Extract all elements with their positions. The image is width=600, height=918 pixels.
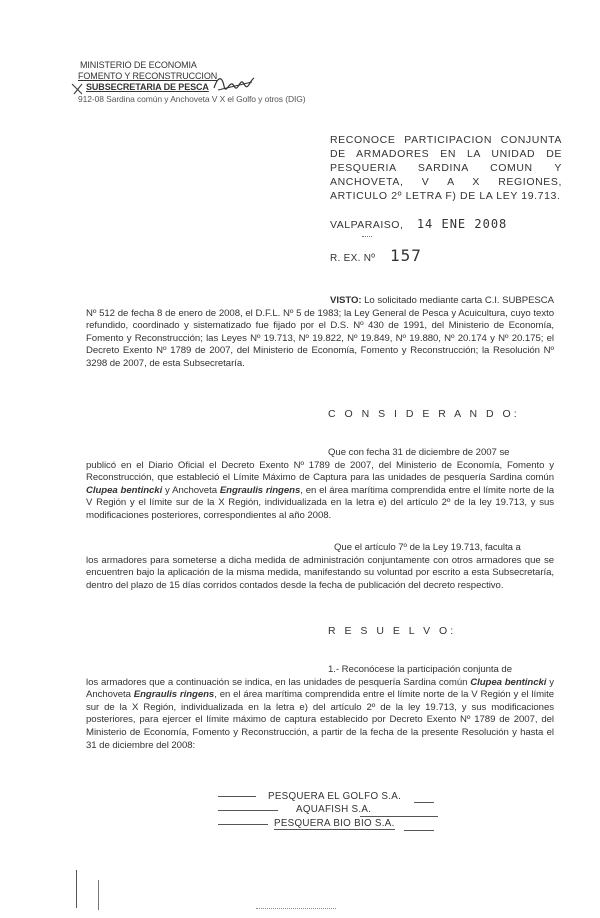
considerando-paragraph-2 [86,542,554,592]
resolution-number-row [330,246,422,265]
visto-text: Lo solicitado mediante carta C.I. SUBPESCA Nº 512 de fecha 8 de enero de 2008, el D.F.L. Nº 5 de 1983; la Ley General de Pesca y Acuicultura, cuyo texto refundido, coordinado y sistematizado fue fijado por el D.S. Nº 430 de 1991, del Ministerio de Economía, Fomento y Reconstrucción; las Leyes Nº 19.713, Nº 19.822, Nº 19.849, Nº 19.880, Nº 20.174 y Nº 20.175; el Decreto Exento Nº 1789 de 2007, del Ministerio de Economía, Fomento y Reconstrucción; la Resolución Nº 3298 de 2007, de esta Subsecretaría. [86,295,555,369]
department-name: SUBSECRETARIA DE PESCA [86,82,209,92]
species-name: Clupea bentincki [470,676,547,688]
species-name: Engraulis ringens [219,484,301,496]
company-rule [218,824,268,825]
company-3: PESQUERA BIO BIO S.A. [274,818,395,829]
considerando-heading: C O N S I D E R A N D O: [328,408,520,420]
resolution-label: R. EX. Nº [330,253,376,264]
margin-mark [76,870,77,908]
stamped-date: 14 ENE 2008 [416,217,508,231]
ministry-subname: FOMENTO Y RECONSTRUCCION [78,71,218,81]
initials-signature-mark [212,72,256,94]
paragraph-1-first-line: Que con fecha 31 de diciembre de 2007 se [328,447,510,458]
company-rule [404,830,434,831]
resuelvo-item-1 [86,664,554,752]
dot-marks [362,236,372,238]
resuelvo-heading: R E S U E L V O: [328,625,457,637]
place-date [330,217,507,231]
paragraph-1-body: publicó en el Diario Oficial el Decreto Exento Nº 1789 de 2007, del Ministerio de Economía, Fomento y Reconstrucción, que estableció el Límite Máximo de Captura para las unidades de pesquería Sardina común Clupea bentincki y Anchoveta Engraulis ringens, en el área marítima comprendida entre el límite norte de la V Región y el límite sur de la X Región, individualizada en la letra e) del artículo 2º de la ley 19.713, y sus modificaciones posteriores, correspondientes al año 2008. [86,459,555,521]
species-name: Engraulis ringens [133,689,215,701]
company-rule [414,802,434,803]
company-2: AQUAFISH S.A. [296,804,372,815]
paragraph-2-first-line: Que el artículo 7º de la Ley 19.713, faculta a [334,542,521,553]
margin-mark [98,880,99,910]
considerando-paragraph-1 [86,447,554,523]
city-name: VALPARAISO, [330,219,404,231]
scan-artifact [256,908,336,910]
stamp-mark [70,82,84,96]
company-rule [218,810,278,811]
resolution-number: 157 [390,246,422,265]
species-name: Clupea bentincki [86,484,163,496]
document-subject: RECONOCE PARTICIPACION CONJUNTA DE ARMADORES EN LA UNIDAD DE PESQUERIA SARDINA COMUN Y ANCHOVETA, V A X REGIONES, ARTICULO 2º LETRA F) DE LA LEY 19.713. [330,134,562,202]
company-rule [360,816,438,817]
ministry-name: MINISTERIO DE ECONOMIA [80,60,197,70]
file-reference: 912-08 Sardina común y Anchoveta V X el Golfo y otros (DIG) [78,94,306,104]
visto-lead: VISTO: [330,295,362,306]
company-1: PESQUERA EL GOLFO S.A. [268,791,402,802]
company-rule [218,796,256,797]
paragraph-2-body: los armadores para someterse a dicha medida de administración conjuntamente con otros armadores que se encuentren bajo la aplicación de la misma medida, manifestando su voluntad por escrito a esta Subsecretaría, dentro del plazo de 15 días corridos contados desde la fecha de publicación del decreto respectivo. [86,554,554,591]
item-1-first-line: 1.- Reconócese la participación conjunta de [328,664,512,675]
item-1-body: los armadores que a continuación se indica, en las unidades de pesquería Sardina común Clupea bentincki y Anchoveta Engraulis ringens, en el área marítima comprendida entre el límite norte de la V Región y el límite sur de la X Región, individualizada en la letra e) del artículo 2º de la ley 19.713, y sus modificaciones posteriores, para ejercer el límite máximo de captura establecido por Decreto Exento Nº 1789 de 2007, del Ministerio de Economía, Fomento y Reconstrucción, a partir de la fecha de la presente Resolución y hasta el 31 de diciembre del 2008: [86,676,554,751]
visto-section [86,295,554,371]
